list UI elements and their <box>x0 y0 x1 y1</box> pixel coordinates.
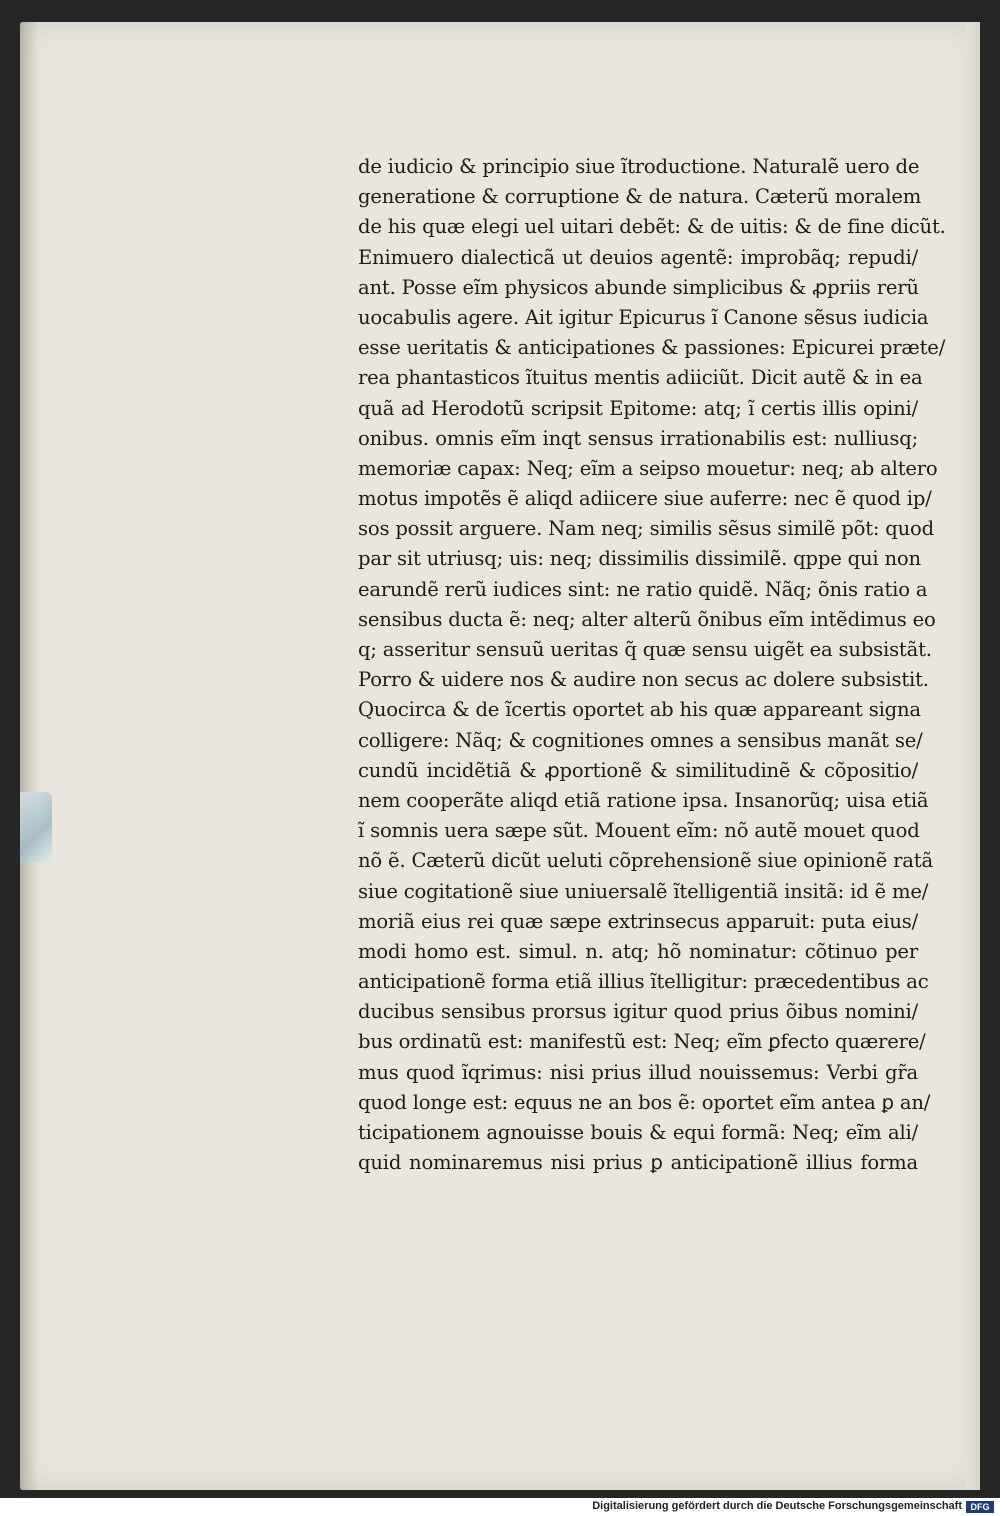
text-line: moriã eius rei quæ sæpe extrinsecus apparuit: puta eius/ <box>358 909 918 933</box>
text-line: ticipationem agnouisse bouis & equi formã: Neq; eĩm ali/ <box>358 1121 918 1144</box>
gutter-shadow <box>20 22 38 1490</box>
text-line: cundũ incidẽtiã & ꝓportionẽ & similitudinẽ & cõpositio/ <box>358 758 918 782</box>
text-line: siue cogitationẽ siue uniuersalẽ ĩtelligentiã insitã: id ẽ me/ <box>358 879 929 903</box>
text-line: Enimuero dialecticã ut deuios agentẽ: improbãq; repudi/ <box>358 245 918 269</box>
footer-bar <box>0 1498 1000 1516</box>
text-line: modi homo est. simul. n. atq; hõ nominatur: cõtinuo per <box>358 939 918 963</box>
text-line: Quocirca & de ĩcertis oportet ab his quæ appareant signa <box>358 698 921 722</box>
text-line: memoriæ capax: Neq; eĩm a seipso mouetur: neq; ab altero <box>358 456 938 480</box>
text-line: esse ueritatis & anticipationes & passiones: Epicurei præte/ <box>358 336 946 360</box>
text-line: par sit utriusq; uis: neq; dissimilis dissimilẽ. qppe qui non <box>358 547 921 571</box>
text-line: anticipationẽ forma etiã illius ĩtelligitur: præcedentibus ac <box>358 970 929 994</box>
text-line: sensibus ducta ẽ: neq; alter alterũ õnibus eĩm intẽdimus eo <box>358 607 936 631</box>
text-line: mus quod ĩqrimus: nisi prius illud nouissemus: Verbi gr̃a <box>358 1060 918 1084</box>
text-line: quod longe est: equus ne an bos ẽ: oportet eĩm antea ꝑ an/ <box>358 1090 931 1114</box>
text-line: nõ ẽ. Cæterũ dicũt ueluti cõprehensionẽ siue opinionẽ ratã <box>358 849 933 873</box>
text-line: nem cooperãte aliqd etiã ratione ipsa. Insanorũq; uisa etiã <box>358 788 929 812</box>
text-line: de iudicio & principio siue ĩtroductione. Naturalẽ uero de <box>358 155 920 178</box>
text-line: quid nominaremus nisi prius ꝑ anticipationẽ illius forma <box>358 1151 918 1175</box>
text-line: ant. Posse eĩm physicos abunde simplicibus & ꝓpriis rerũ <box>358 275 919 299</box>
text-line: q; asseritur sensuũ ueritas q̃ quæ sensu uigẽt ea subsistãt. <box>358 638 932 661</box>
page-edge <box>966 22 980 1490</box>
text-line: Porro & uidere nos & audire non secus ac dolere subsistit. <box>358 668 929 692</box>
text-line: onibus. omnis eĩm inqt sensus irrationabilis est: nulliusq; <box>358 426 918 450</box>
text-line: bus ordinatũ est: manifestũ est: Neq; eĩm ꝑfecto quærere/ <box>358 1030 926 1054</box>
footer-credit: Digitalisierung gefördert durch die Deutsche Forschungsgemeinschaft <box>592 1500 962 1512</box>
text-line: ducibus sensibus prorsus igitur quod prius õibus nomini/ <box>358 1000 918 1024</box>
text-line: quã ad Herodotũ scripsit Epitome: atq; ĩ certis illis opini/ <box>358 396 918 420</box>
text-line: generatione & corruptione & de natura. Cæterũ moralem <box>358 185 922 209</box>
text-line: sos possit arguere. Nam neq; similis sẽsus similẽ põt: quod <box>358 517 934 541</box>
text-line: colligere: Nãq; & cognitiones omnes a sensibus manãt se/ <box>358 728 923 752</box>
dfg-logo: DFG <box>966 1501 994 1513</box>
text-line: earundẽ rerũ iudices sint: ne ratio quidẽ. Nãq; õnis ratio a <box>358 577 928 601</box>
bookmark-tab <box>20 792 52 862</box>
text-line: uocabulis agere. Ait igitur Epicurus ĩ Canone sẽsus iudicia <box>358 305 929 329</box>
text-line: motus impotẽs ẽ aliqd adiicere siue auferre: nec ẽ quod ip/ <box>358 487 932 511</box>
text-line: de his quæ elegi uel uitari debẽt: & de uitis: & de fine dicũt. <box>358 215 946 239</box>
text-line: ĩ somnis uera sæpe sũt. Mouent eĩm: nõ autẽ mouet quod <box>358 819 920 843</box>
text-line: rea phantasticos ĩtuitus mentis adiiciũt. Dicit autẽ & in ea <box>358 366 923 390</box>
text-column <box>358 152 946 1178</box>
